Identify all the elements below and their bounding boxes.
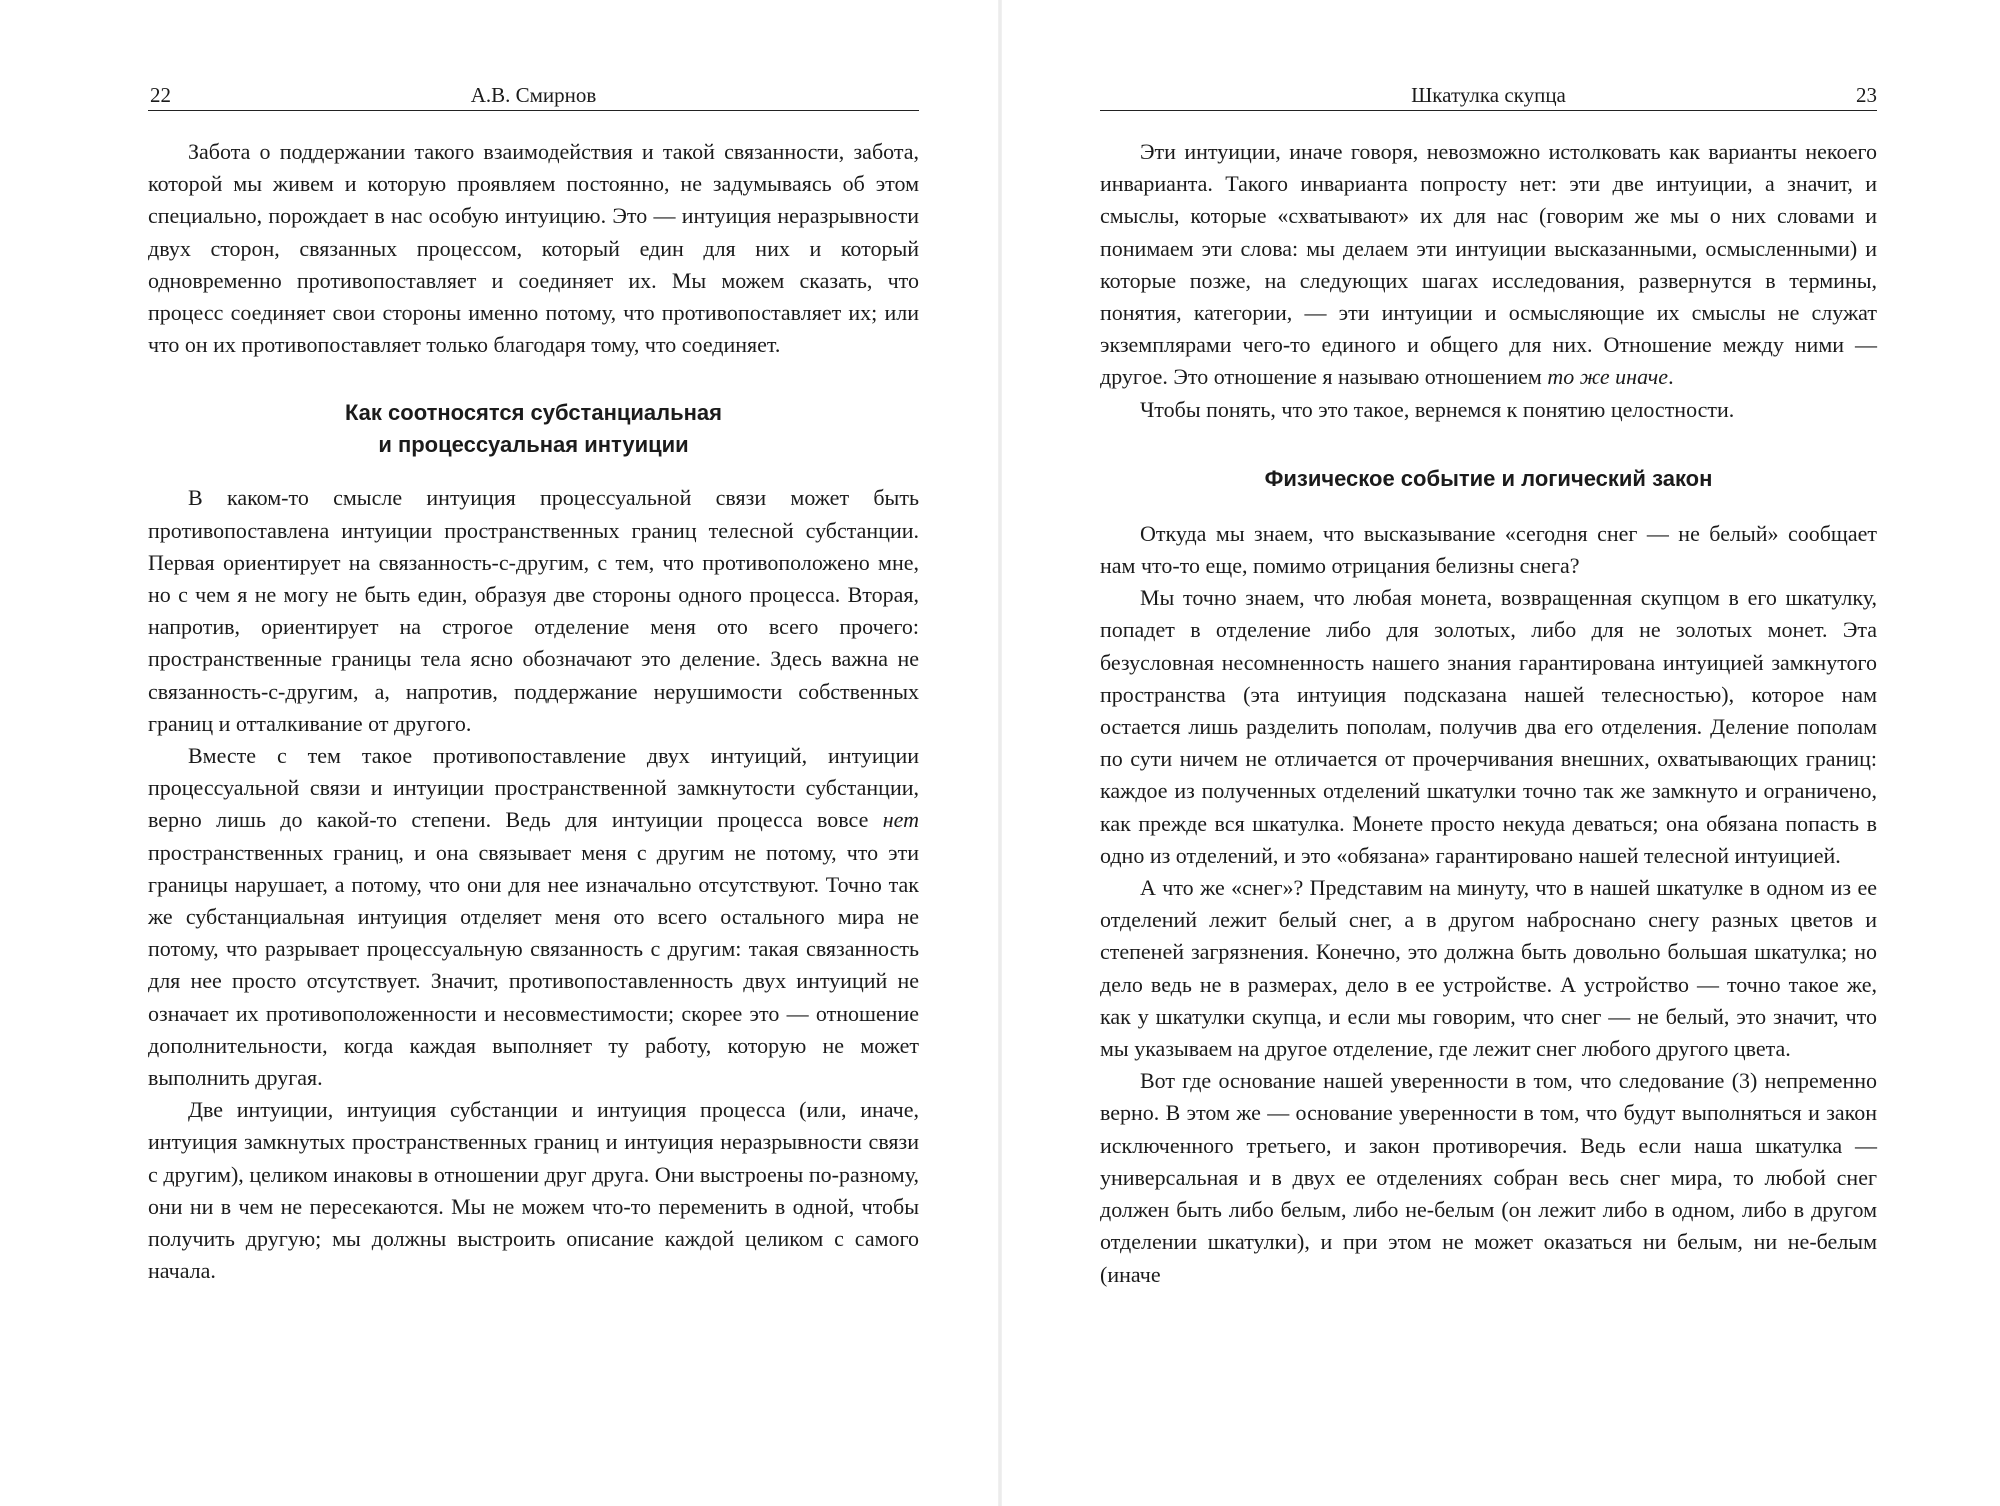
left-paragraph-3-part-a: Вместе с тем такое противопоставление двух интуиций, интуиции процессуальной связи и интуиции пространственной замкнутости субстанции, верно лишь до какой-то степени. Ведь для интуиции процесса вовсе (148, 743, 919, 833)
right-paragraph-1-part-b: . (1668, 364, 1674, 390)
left-page-number: 22 (150, 83, 171, 107)
left-paragraph-4: Две интуиции, интуиция субстанции и интуиция процесса (или, иначе, интуиция замкнутых пространственных границ и интуиция неразрывности связи с другим), целиком инаковы в отношении друг друга. Они выстроены по-разному, они ни в чем не пересекаются. Мы не можем что-то переменить в одной, чтобы получить другую; мы должны выстроить описание каждой целиком с самого начала. (148, 1097, 919, 1284)
left-running-head (148, 80, 919, 111)
left-paragraph-3-part-b: пространственных границ, и она связывает меня с другим не потому, что эти границы нарушает, а потому, что они для нее изначально отсутствуют. Точно так же субстанциальная интуиция отделяет меня ото всего остального мира не потому, что разрывает процессуальную связанность с другим: такая связанность для нее просто отсутствует. Значит, противопоставленность двух интуиций не означает их противоположенности и несовместимости; скорее это — отношение дополнительности, когда каждая выполняет ту работу, которую не может выполнить другая. (148, 839, 919, 1091)
left-paragraph-1: Забота о поддержании такого взаимодействия и такой связанности, забота, которой мы живем и которую проявляем постоянно, не задумываясь об этом специально, порождает в нас особую интуицию. Это — интуиция неразрывности двух сторон, связанных процессом, который един для них и который одновременно противопоставляет и соединяет их. Мы можем сказать, что процесс соединяет свои стороны именно потому, что противопоставляет их; или что он их противопоставляет только благодаря тому, что соединяет. (148, 139, 919, 358)
right-text-block (1100, 136, 1877, 1291)
left-running-title: А.В. Смирнов (470, 83, 597, 107)
right-page-number: 23 (1856, 83, 1877, 107)
right-paragraph-5: А что же «снег»? Представим на минуту, что в нашей шкатулке в одном из ее отделений лежит белый снег, а в другом наброснано снегу разных цветов и степеней загрязнения. Конечно, это должна быть довольно большая шкатулка; но дело ведь не в размерах, дело в ее устройстве. А устройство — точно такое же, как у шкатулки скупца, и если мы говорим, что снег — не белый, это значит, что мы указываем на другое отделение, где лежит снег любого другого цвета. (1100, 875, 1877, 1062)
left-text-block (148, 136, 919, 1288)
right-paragraph-4: Мы точно знаем, что любая монета, возвращенная скупцом в его шкатулку, попадет в отделение либо для золотых, либо для не золотых монет. Эта безусловная несомненность нашего знания гарантирована интуицией замкнутого пространства (эта интуиция подсказана нашей телесностью), которое нам остается лишь разделить пополам, получив два его отделения. Деление пополам по сути ничем не отличается от прочерчивания внешних, охватывающих границ: каждое из полученных отделений шкатулки точно так же замкнуто и ограничено, как прежде вся шкатулка. Монете просто некуда деваться; она обязана попасть в одно из отделений, и это «обязана» гарантировано нашей телесной интуицией. (1100, 585, 1877, 868)
right-running-head (1100, 80, 1877, 111)
right-paragraph-2: Чтобы понять, что это такое, вернемся к понятию целостности. (1140, 396, 1735, 422)
right-paragraph-1 (1100, 136, 1877, 394)
right-running-title: Шкатулка скупца (1411, 83, 1566, 107)
left-heading-line-1: Как соотносятся субстанциальная (344, 400, 723, 426)
left-paragraph-3 (148, 740, 919, 1094)
right-paragraph-3: Откуда мы знаем, что высказывание «сегодня снег — не белый» сообщает нам что-то еще, помимо отрицания белизны снега? (1100, 520, 1877, 579)
left-paragraph-2: В каком-то смысле интуиция процессуальной связи может быть противопоставлена интуиции пространственных границ телесной субстанции. Первая ориентирует на связанность-с-другим, с тем, что противоположено мне, но с чем я не могу не быть един, образуя две стороны одного процесса. Вторая, напротив, ориентирует на строгое отделение меня ото всего прочего: пространственные границы тела ясно обозначают это деление. Здесь важна не связанность-с-другим, а, напротив, поддержание нерушимости собственных границ и отталкивание от другого. (148, 485, 919, 736)
right-page (1000, 0, 2000, 1506)
right-section-heading: Физическое событие и логический закон (1264, 465, 1713, 491)
left-paragraph-3-emphasis: нет (882, 807, 919, 833)
right-paragraph-6: Вот где основание нашей уверенности в том, что следование (3) непременно верно. В этом же — основание уверенности в том, что будут выполняться и закон исключенного третьего, и закон противоречия. Ведь если наша шкатулка — универсальная и в двух ее отделениях собран весь снег мира, то любой снег должен быть либо белым, либо не-белым (он лежит либо в одном, либо в другом отделении шкатулки), и при этом не может оказаться ни белым, ни не-белым (иначе (1100, 1068, 1877, 1287)
right-paragraph-1-part-a: Эти интуиции, иначе говоря, невозможно истолковать как варианты некоего инварианта. Такого инварианта попросту нет: эти две интуиции, а значит, и смыслы, которые «схватывают» их для нас (говорим же мы о них словами и понимаем эти слова: мы делаем эти интуиции высказанными, осмысленными) и которые позже, на следующих шагах исследования, развернутся в термины, понятия, категории, — эти интуиции и осмысляющие их смыслы не служат экземплярами чего-то единого и общего для них. Отношение между ними — другое. Это отношение я называю отношением (1100, 139, 1877, 390)
right-paragraph-1-emphasis: то же иначе (1547, 364, 1669, 390)
left-heading-line-2: и процессуальная интуиции (378, 432, 689, 458)
left-section-heading (148, 397, 919, 461)
